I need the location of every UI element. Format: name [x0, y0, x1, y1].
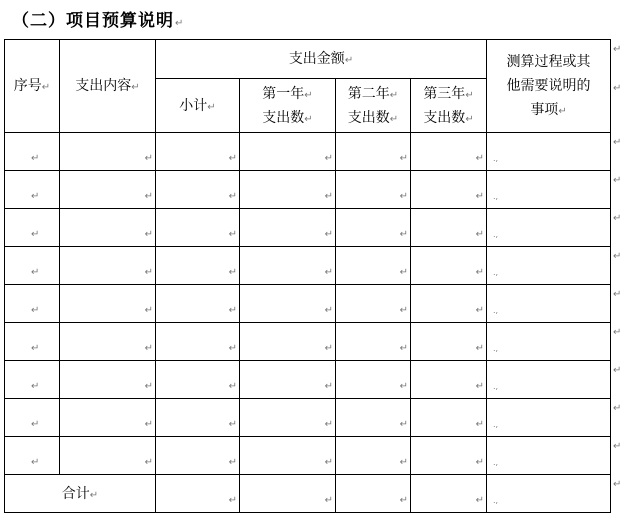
paragraph-mark-icon: ↵ [304, 89, 313, 101]
cell-subtotal[interactable] [156, 209, 240, 247]
paragraph-mark-icon: ., [493, 192, 499, 201]
header-row [5, 40, 611, 79]
paragraph-mark-icon: ↵ [399, 343, 408, 354]
row-end-mark-icon: ↵ [613, 213, 622, 224]
row-end-mark-icon: ↵ [613, 289, 622, 300]
header-year3-line1: 第三年↵ [423, 85, 474, 102]
paragraph-mark-icon: ↵ [475, 229, 485, 240]
paragraph-mark-icon: ↵ [324, 343, 333, 354]
row-end-mark-icon: ↵ [613, 403, 622, 414]
cell-seq[interactable] [5, 399, 60, 437]
cell-year2[interactable] [336, 247, 411, 285]
paragraph-mark-icon: ↵ [228, 305, 237, 316]
paragraph-mark-icon: ↵ [475, 305, 485, 316]
row-end-mark-icon: ↵ [613, 479, 622, 490]
total-cell-year3[interactable] [411, 475, 487, 513]
header-notes-line2: 他需要说明的 [506, 78, 591, 94]
paragraph-mark-icon: ., [493, 306, 499, 315]
cell-year1[interactable] [240, 323, 336, 361]
paragraph-mark-icon: ., [493, 382, 499, 391]
cell-year2[interactable] [336, 361, 411, 399]
paragraph-mark-icon: ., [493, 420, 499, 429]
cell-year2[interactable] [336, 323, 411, 361]
paragraph-mark-icon: ↵ [31, 419, 40, 430]
cell-year3[interactable] [411, 323, 487, 361]
paragraph-mark-icon: ↵ [31, 191, 40, 202]
cell-seq[interactable] [5, 437, 60, 475]
cell-seq[interactable] [5, 285, 60, 323]
cell-subtotal[interactable] [156, 133, 240, 171]
cell-content[interactable] [60, 209, 156, 247]
cell-year2[interactable] [336, 285, 411, 323]
paragraph-mark-icon: ↵ [228, 495, 237, 506]
cell-year2[interactable] [336, 399, 411, 437]
cell-year3[interactable] [411, 209, 487, 247]
paragraph-mark-icon: ↵ [228, 457, 237, 468]
paragraph-mark-icon: ↵ [324, 305, 333, 316]
paragraph-mark-icon: ., [493, 154, 499, 163]
paragraph-mark-icon: ↵ [207, 101, 216, 113]
paragraph-mark-icon: ↵ [475, 191, 485, 202]
row-end-mark-icon: ↵ [613, 44, 622, 55]
paragraph-mark-icon: ↵ [228, 267, 237, 278]
cell-year1[interactable] [240, 285, 336, 323]
paragraph-mark-icon: ., [493, 230, 499, 239]
cell-content[interactable] [60, 437, 156, 475]
paragraph-mark-icon: ↵ [31, 305, 40, 316]
header-notes-line3: 事项↵ [530, 102, 567, 118]
cell-subtotal[interactable] [156, 285, 240, 323]
header-year1-line2: 支出数↵ [262, 109, 313, 126]
table-row [5, 133, 611, 171]
cell-year3[interactable] [411, 285, 487, 323]
cell-notes[interactable] [487, 133, 611, 171]
header-amount-group: 支出金额↵ [156, 40, 487, 79]
cell-year2[interactable] [336, 171, 411, 209]
table-row [5, 209, 611, 247]
cell-subtotal[interactable] [156, 437, 240, 475]
row-end-mark-icon: ↵ [613, 251, 622, 262]
row-end-mark-icon: ↵ [613, 83, 622, 94]
paragraph-mark-icon: ↵ [399, 191, 408, 202]
paragraph-mark-icon: ↵ [228, 229, 237, 240]
paragraph-mark-icon: ↵ [144, 229, 153, 240]
cell-notes[interactable] [487, 437, 611, 475]
paragraph-mark-icon: ↵ [324, 495, 333, 506]
total-label: 合计 [61, 485, 90, 502]
paragraph-mark-icon: ↵ [89, 489, 99, 501]
paragraph-mark-icon: ↵ [228, 419, 237, 430]
paragraph-mark-icon: ↵ [475, 457, 485, 468]
header-content: 支出内容↵ [60, 40, 156, 133]
cell-year3[interactable] [411, 399, 487, 437]
table-row [5, 285, 611, 323]
cell-subtotal[interactable] [156, 399, 240, 437]
paragraph-mark-icon: ↵ [228, 343, 237, 354]
paragraph-mark-icon: ↵ [344, 55, 354, 66]
cell-year3[interactable] [411, 437, 487, 475]
row-end-mark-icon: ↵ [613, 175, 622, 186]
cell-content[interactable] [60, 171, 156, 209]
paragraph-mark-icon: ↵ [304, 113, 313, 125]
table-row [5, 247, 611, 285]
paragraph-mark-icon: ., [493, 344, 499, 353]
cell-year3[interactable] [411, 247, 487, 285]
paragraph-mark-icon: ↵ [389, 113, 399, 125]
cell-seq[interactable] [5, 133, 60, 171]
paragraph-mark-icon: ↵ [475, 419, 485, 430]
paragraph-mark-icon: ↵ [144, 305, 153, 316]
paragraph-mark-icon: ↵ [399, 153, 408, 164]
cell-seq[interactable] [5, 247, 60, 285]
row-end-mark-icon: ↵ [613, 365, 622, 376]
cell-notes[interactable] [487, 323, 611, 361]
cell-year1[interactable] [240, 361, 336, 399]
paragraph-mark-icon: ↵ [399, 419, 408, 430]
paragraph-mark-icon: ↵ [465, 113, 474, 125]
cell-seq[interactable] [5, 361, 60, 399]
paragraph-mark-icon: ↵ [389, 89, 399, 101]
cell-year2[interactable] [336, 209, 411, 247]
paragraph-mark-icon: ↵ [144, 191, 153, 202]
table-row [5, 399, 611, 437]
paragraph-mark-icon: ↵ [475, 381, 485, 392]
paragraph-mark-icon: ↵ [144, 153, 153, 164]
budget-table [4, 39, 611, 513]
total-cell-subtotal[interactable] [156, 475, 240, 513]
paragraph-mark-icon: ↵ [228, 381, 237, 392]
paragraph-mark-icon: ↵ [324, 419, 333, 430]
cell-content[interactable] [60, 247, 156, 285]
cell-subtotal[interactable] [156, 171, 240, 209]
cell-subtotal[interactable] [156, 361, 240, 399]
paragraph-mark-icon: ↵ [399, 267, 408, 278]
header-year3-line2: 支出数↵ [423, 109, 474, 126]
section-title: （二）项目预算说明↵ [12, 11, 185, 31]
paragraph-mark-icon: ↵ [475, 267, 485, 278]
cell-year1[interactable] [240, 133, 336, 171]
paragraph-mark-icon: ↵ [31, 267, 40, 278]
paragraph-mark-icon: ↵ [324, 381, 333, 392]
header-year1-line1: 第一年↵ [262, 85, 313, 102]
paragraph-mark-icon: ↵ [324, 191, 333, 202]
header-year2 [336, 79, 411, 133]
cell-notes[interactable] [487, 209, 611, 247]
row-end-mark-icon: ↵ [613, 137, 622, 148]
paragraph-mark-icon: ↵ [31, 153, 40, 164]
table-row [5, 361, 611, 399]
paragraph-mark-icon: ↵ [399, 495, 408, 506]
paragraph-mark-icon: ↵ [465, 89, 474, 101]
paragraph-mark-icon: ↵ [228, 191, 237, 202]
table-row [5, 171, 611, 209]
cell-notes[interactable] [487, 171, 611, 209]
cell-year3[interactable] [411, 361, 487, 399]
header-year2-line1: 第二年↵ [347, 85, 399, 102]
cell-year2[interactable] [336, 133, 411, 171]
cell-year1[interactable] [240, 437, 336, 475]
paragraph-mark-icon: ↵ [144, 381, 153, 392]
paragraph-mark-icon: ↵ [144, 343, 153, 354]
paragraph-mark-icon: ↵ [131, 82, 140, 93]
cell-subtotal[interactable] [156, 247, 240, 285]
cell-notes[interactable] [487, 285, 611, 323]
paragraph-mark-icon: ↵ [144, 457, 153, 468]
paragraph-mark-icon: ↵ [399, 457, 408, 468]
paragraph-mark-icon: ↵ [399, 229, 408, 240]
row-end-mark-icon: ↵ [613, 441, 622, 452]
cell-content[interactable] [60, 285, 156, 323]
paragraph-mark-icon: ., [493, 496, 499, 505]
cell-content[interactable] [60, 323, 156, 361]
paragraph-mark-icon: ↵ [558, 106, 567, 117]
paragraph-mark-icon: ↵ [144, 267, 153, 278]
header-seq: 序号↵ [5, 40, 60, 133]
cell-year3[interactable] [411, 171, 487, 209]
total-cell-notes[interactable] [487, 475, 611, 513]
cell-subtotal[interactable] [156, 323, 240, 361]
paragraph-mark-icon: ↵ [144, 419, 153, 430]
paragraph-mark-icon: ↵ [31, 343, 40, 354]
paragraph-mark-icon: ↵ [41, 82, 51, 93]
cell-seq[interactable] [5, 171, 60, 209]
cell-notes[interactable] [487, 361, 611, 399]
paragraph-mark-icon: ↵ [228, 153, 237, 164]
cell-content[interactable] [60, 133, 156, 171]
cell-notes[interactable] [487, 247, 611, 285]
cell-year1[interactable] [240, 247, 336, 285]
paragraph-mark-icon: ↵ [475, 343, 485, 354]
header-subtotal: 小计↵ [156, 79, 240, 133]
cell-seq[interactable] [5, 323, 60, 361]
paragraph-mark-icon: ↵ [475, 495, 485, 506]
paragraph-mark-icon: ↵ [399, 381, 408, 392]
paragraph-mark-icon: ↵ [324, 229, 333, 240]
paragraph-mark-icon: ↵ [324, 153, 333, 164]
header-notes-line1: 测算过程或其 [506, 54, 591, 70]
paragraph-mark-icon: ↵ [399, 305, 408, 316]
table-row [5, 437, 611, 475]
total-row [5, 475, 611, 513]
paragraph-mark-icon: ↵ [31, 229, 40, 240]
cell-content[interactable] [60, 361, 156, 399]
total-label-cell [5, 475, 156, 513]
header-year1 [240, 79, 336, 133]
table-row [5, 323, 611, 361]
cell-year3[interactable] [411, 133, 487, 171]
paragraph-mark-icon: ↵ [324, 457, 333, 468]
cell-year1[interactable] [240, 209, 336, 247]
cell-content[interactable] [60, 399, 156, 437]
total-cell-year1[interactable] [240, 475, 336, 513]
row-end-mark-icon: ↵ [613, 327, 622, 338]
paragraph-mark-icon: ., [493, 458, 499, 467]
paragraph-mark-icon: ., [493, 268, 499, 277]
paragraph-mark-icon: ↵ [324, 267, 333, 278]
cell-year2[interactable] [336, 437, 411, 475]
cell-seq[interactable] [5, 209, 60, 247]
header-notes [487, 40, 611, 133]
paragraph-mark-icon: ↵ [475, 153, 485, 164]
cell-year1[interactable] [240, 171, 336, 209]
paragraph-mark-icon: ↵ [175, 18, 185, 29]
total-cell-year2[interactable] [336, 475, 411, 513]
paragraph-mark-icon: ↵ [31, 381, 40, 392]
header-year2-line2: 支出数↵ [347, 109, 399, 126]
paragraph-mark-icon: ↵ [31, 457, 40, 468]
cell-notes[interactable] [487, 399, 611, 437]
header-year3 [411, 79, 487, 133]
cell-year1[interactable] [240, 399, 336, 437]
